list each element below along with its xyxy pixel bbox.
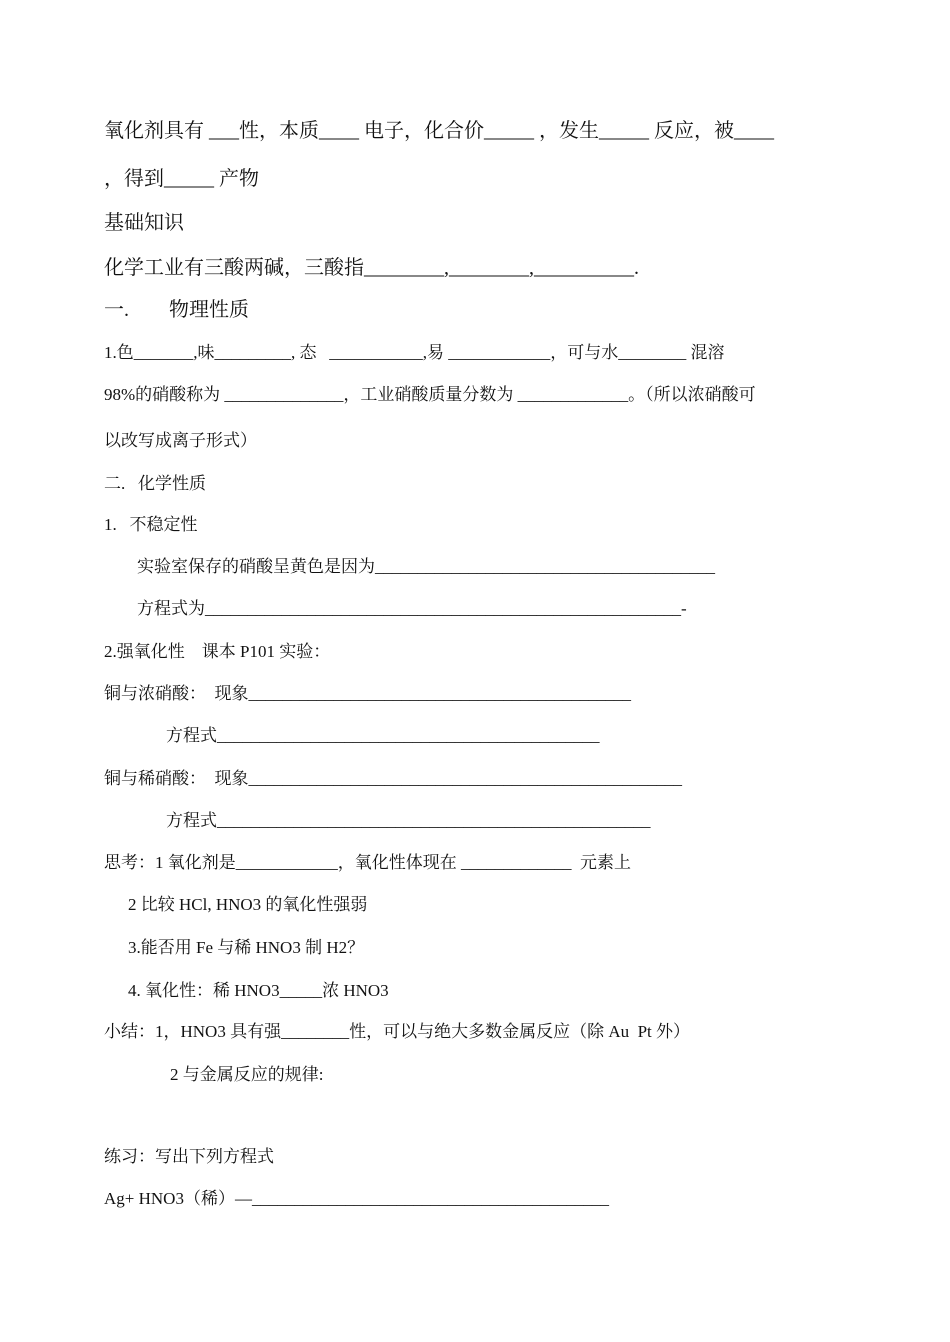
heading-instability: 1. 不稳定性	[104, 515, 198, 534]
line-think-4: 4. 氧化性：稀 HNO3_____浓 HNO3	[128, 981, 389, 1000]
line-think-2: 2 比较 HCl, HNO3 的氧化性强弱	[128, 895, 368, 914]
line-three-acids: 化学工业有三酸两碱，三酸指________,________,__________.	[104, 257, 639, 279]
line-cu-dilute-equation: 方程式___________________________________________________	[166, 811, 651, 830]
line-yellow-reason: 实验室保存的硝酸呈黄色是因为________________________________________	[137, 557, 715, 576]
heading-exercise: 练习：写出下列方程式	[104, 1147, 274, 1166]
heading-physical-properties: 一. 物理性质	[104, 299, 249, 321]
line-cu-dilute-phenomenon: 铜与稀硝酸： 现象___________________________________________________	[104, 769, 682, 788]
heading-chemical-properties: 二. 化学性质	[104, 474, 206, 493]
line-cu-conc-equation: 方程式_____________________________________________	[166, 726, 600, 745]
line-think-1: 思考：1 氧化剂是____________，氧化性体现在 _____________ 元素上	[104, 853, 631, 872]
line-concentration: 98%的硝酸称为 ______________，工业硝酸质量分数为 _____________。（所以浓硝酸可	[104, 385, 756, 404]
line-summary-1: 小结：1，HNO3 具有强________性，可以与绝大多数金属反应（除 Au Pt 外）	[104, 1022, 691, 1041]
line-summary-2: 2 与金属反应的规律:	[170, 1065, 324, 1084]
line-oxidant-definition: 氧化剂具有 ___性，本质____ 电子，化合价_____ ，发生_____ 反应，被____	[104, 120, 774, 142]
line-ionic-form: 以改写成离子形式）	[104, 431, 257, 450]
line-color-smell-state: 1.色_______,味_________, 态 ___________,易 ____________，可与水________ 混溶	[104, 343, 725, 362]
line-oxidant-product: ，得到_____ 产物	[104, 168, 259, 190]
heading-strong-oxidation: 2.强氧化性 课本 P101 实验：	[104, 642, 331, 661]
line-decomposition-equation: 方程式为________________________________________________________-	[137, 599, 687, 618]
line-cu-conc-phenomenon: 铜与浓硝酸： 现象_____________________________________________	[104, 684, 631, 703]
line-exercise-ag: Ag+ HNO3（稀）—__________________________________________	[104, 1189, 609, 1208]
line-think-3: 3.能否用 Fe 与稀 HNO3 制 H2？	[128, 938, 365, 957]
heading-basic-knowledge: 基础知识	[104, 212, 184, 234]
